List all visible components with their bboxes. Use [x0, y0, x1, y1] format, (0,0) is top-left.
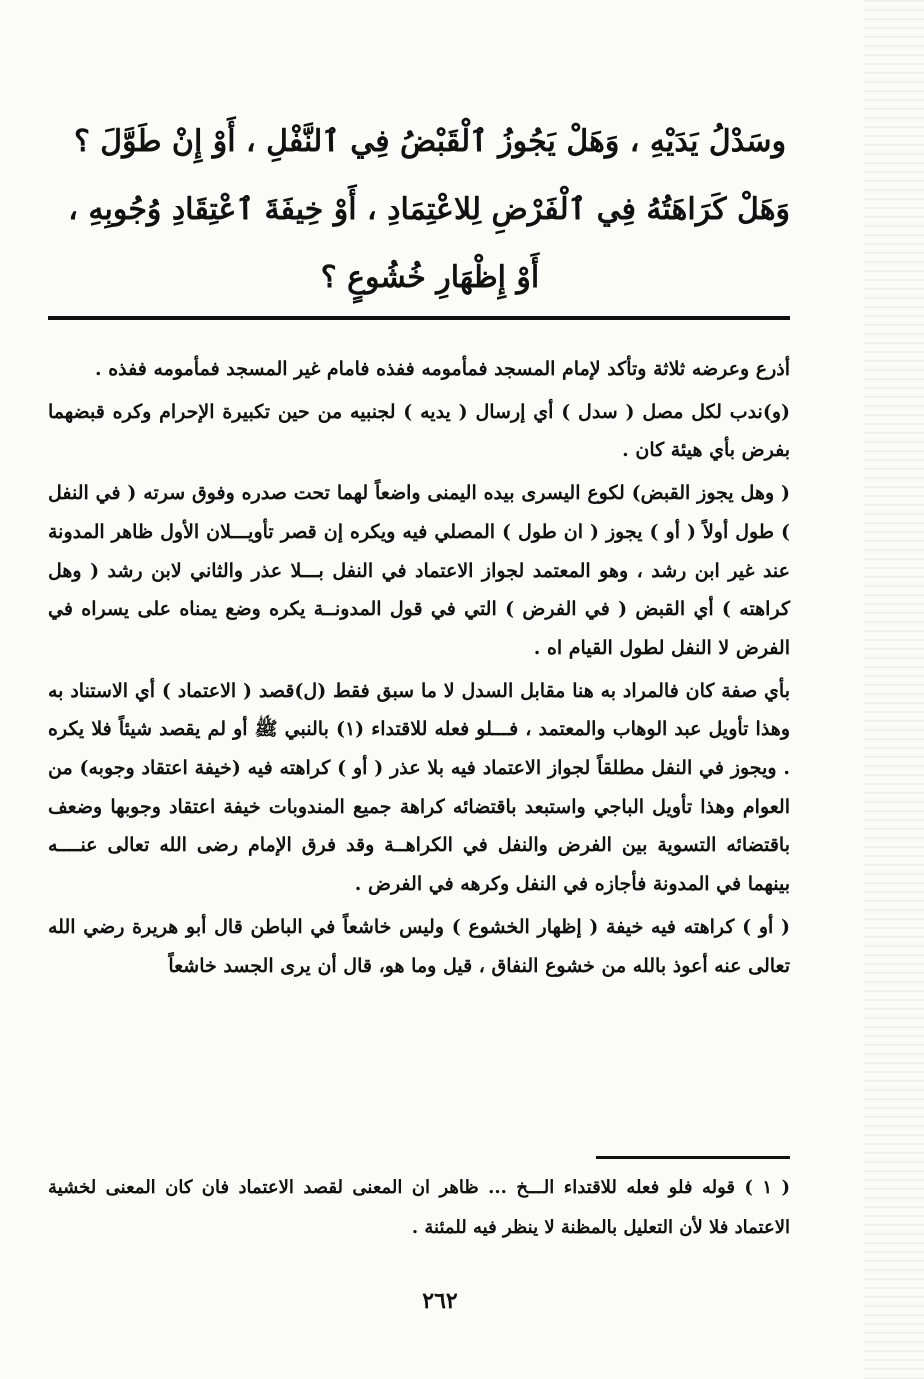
verse-line-1: وسَدْلُ يَدَيْهِ ، وَهَلْ يَجُوزُ ٱلْقَبْضُ فِي ٱلنَّفْلِ ، أَوْ إِنْ طَوَّلَ ؟	[73, 124, 787, 159]
page-number: ٢٦٢	[422, 1288, 458, 1314]
scan-edge-noise	[864, 0, 924, 1379]
footnote: ( ١ ) قوله فلو فعله للاقتداء الـــخ ... ظاهر ان المعنى لقصد الاعتماد فان كان المعنى لخشية الاعتماد فلا لأن التعليل بالمظنة لا ينظر فيه للمئنة .	[48, 1177, 790, 1238]
main-text-verse	[70, 108, 790, 312]
verse-line-3: أَوْ إِظْهَارِ خُشُوعٍ ؟	[320, 260, 540, 295]
commentary-paragraph-5: ( أو ) كراهته فيه خيفة ( إظهار الخشوع ) وليس خاشعاً في الباطن قال أبو هريرة رضي الله تعالى عنه أعوذ بالله من خشوع النفاق ، قيل وما هو، قال أن يرى الجسد خاشعاً	[48, 915, 790, 977]
commentary-paragraph-3: ( وهل يجوز القبض) لكوع اليسرى بيده اليمنى واضعاً لهما تحت صدره وفوق سرته ( في النفل ) طول أولاً ( أو ) يجوز ( ان طول ) المصلي فيه ويكره إن قصر تأويـــلان الأول ظاهر المدونة عند غير ابن رشد ، وهو المعتمد لجواز الاعتماد في النفل بـــلا عذر والثاني لابن رشد ( وهل كراهته ) أي القبض ( في الفرض ) التي في قول المدونــة يكره وضع يمناه على يسراه في الفرض لا النفل لطول القيام اه .	[48, 482, 790, 659]
commentary-paragraph-1: أذرع وعرضه ثلاثة وتأكد لإمام المسجد فمأمومه ففذه فامام غير المسجد فمأمومه ففذه .	[94, 358, 790, 380]
separator-rule	[48, 316, 790, 320]
commentary-text	[48, 350, 790, 989]
verse-line-2: وَهَلْ كَرَاهَتُهُ فِي ٱلْفَرْضِ لِلاعْتِمَادِ ، أَوْ خِيفَةَ ٱعْتِقَادِ وُجُوبِهِ ،	[68, 192, 790, 227]
commentary-paragraph-4: بأي صفة كان فالمراد به هنا مقابل السدل لا ما سبق فقط (ل)قصد ( الاعتماد ) أي الاستناد به وهذا تأويل عبد الوهاب والمعتمد ، فـــلو فعله للاقتداء (١) بالنبي ﷺ أو لم يقصد شيئاً فلا يكره . ويجوز في النفل مطلقاً لجواز الاعتماد فيه بلا عذر ( أو ) كراهته فيه (خيفة اعتقاد وجوبه) من العوام وهذا تأويل الباجي واستبعد باقتضائه كراهة جميع المندوبات خيفة اعتقاد وجوبها وضعف باقتضائه التسوية بين الفرض والنفل في الكراهــة وقد فرق الإمام رضى الله تعالى عنــــه بينهما في المدونة فأجازه في النفل وكرهه في الفرض .	[48, 679, 790, 896]
commentary-paragraph-2: (و)ندب لكل مصل ( سدل ) أي إرسال ( يديه ) لجنبيه من حين تكبيرة الإحرام وكره قبضهما بفرض بأي هيئة كان .	[48, 400, 790, 462]
footnote-rule	[596, 1156, 790, 1159]
